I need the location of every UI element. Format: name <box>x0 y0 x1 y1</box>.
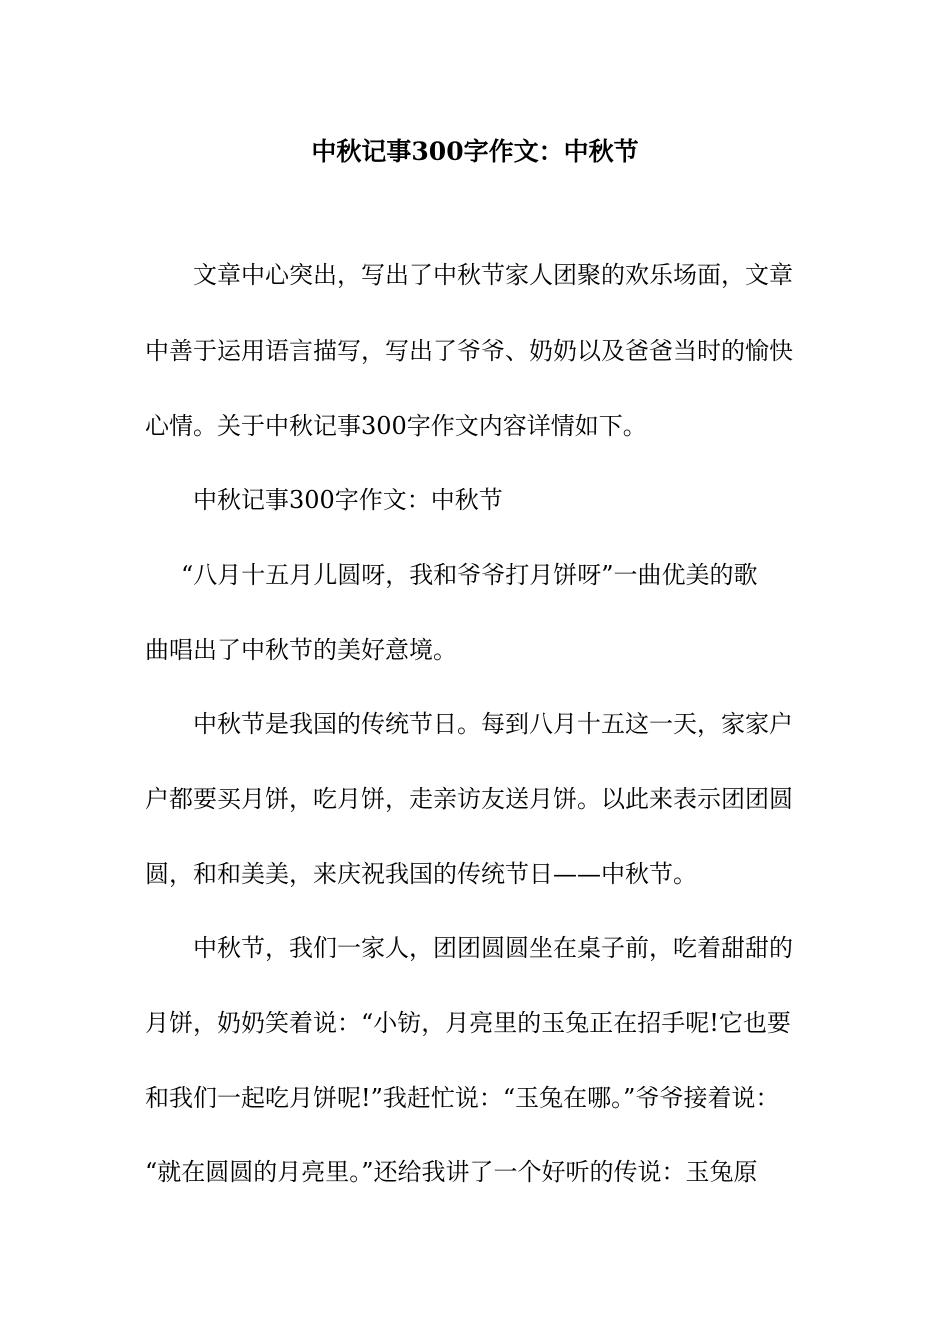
paragraph-line: 中秋节，我们一家人，团团圆圆坐在桌子前，吃着甜甜的 <box>193 934 793 962</box>
paragraph-line: 中善于运用语言描写，写出了爷爷、奶奶以及爸爸当时的愉快 <box>145 337 793 365</box>
paragraph-line: 圆，和和美美，来庆祝我国的传统节日——中秋节。 <box>145 860 697 888</box>
document-title: 中秋记事300字作文：中秋节 <box>311 137 639 166</box>
paragraph-line: 户都要买月饼，吃月饼，走亲访友送月饼。以此来表示团团圆 <box>145 785 793 813</box>
paragraph-line: 和我们一起吃月饼呢!”我赶忙说：“玉兔在哪。”爷爷接着说： <box>145 1084 780 1112</box>
paragraph-line: “八月十五月儿圆呀，我和爷爷打月饼呀”一曲优美的歌 <box>181 561 758 589</box>
paragraph-line: 文章中心突出，写出了中秋节家人团聚的欢乐场面，文章 <box>193 261 793 289</box>
paragraph-line: “就在圆圆的月亮里。”还给我讲了一个好听的传说：玉兔原 <box>145 1158 758 1186</box>
paragraph-line: 心情。关于中秋记事300字作文内容详情如下。 <box>145 412 647 440</box>
paragraph-line: 中秋节是我国的传统节日。每到八月十五这一天，家家户 <box>193 710 793 738</box>
paragraph-line: 曲唱出了中秋节的美好意境。 <box>145 636 457 664</box>
paragraph-line: 中秋记事300字作文：中秋节 <box>193 486 503 514</box>
paragraph-line: 月饼，奶奶笑着说：“小钫，月亮里的玉兔正在招手呢!它也要 <box>145 1009 791 1037</box>
